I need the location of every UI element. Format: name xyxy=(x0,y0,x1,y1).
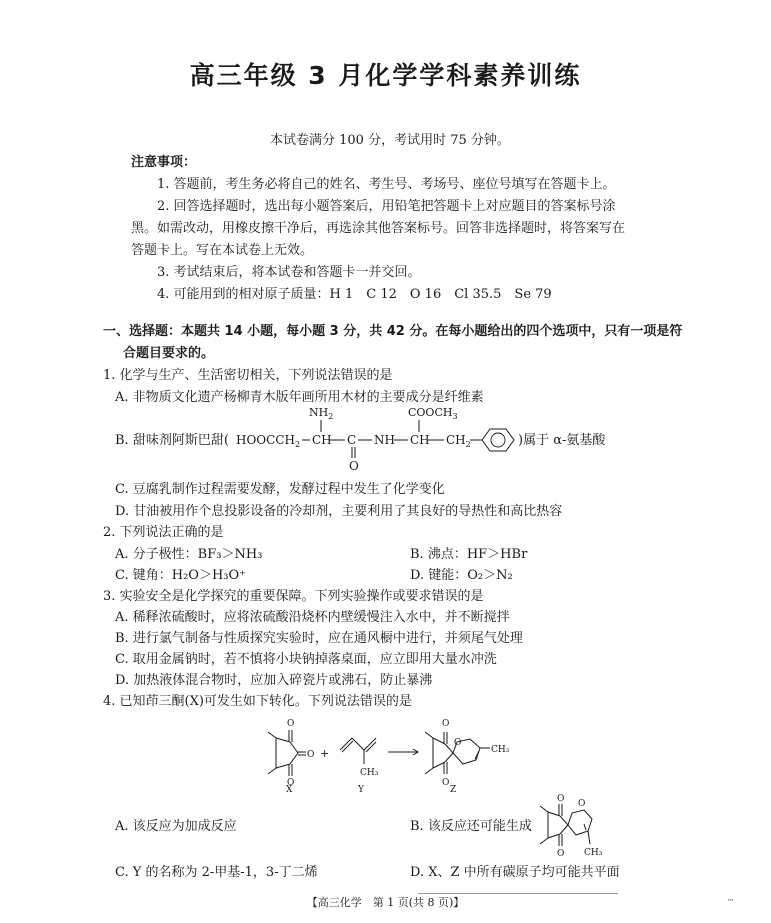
aspartame-carbonyl-o: O xyxy=(349,459,359,473)
q3-option-c: C. 取用金属钠时，若不慎将小块钠掉落桌面，应立即用大量水冲洗 xyxy=(115,652,497,667)
page-title: 高三年级 3 月化学学科素养训练 xyxy=(189,61,582,90)
reaction-arrow xyxy=(388,749,418,755)
z-oxygen-top: O xyxy=(442,719,450,729)
section-1-heading-line-2: 合题目要求的。 xyxy=(123,346,215,361)
notice-item-2-line-2: 黑。如需改动，用橡皮擦干净后，再选涂其他答案标号。回答非选择题时，将答案写在 xyxy=(131,221,626,236)
corner-mark: ™ xyxy=(727,898,734,906)
aspartame-group-hooc: $HOOCCH_2$ xyxy=(236,433,301,449)
aspartame-nh2: $NH_2$ xyxy=(309,406,334,421)
label-x: X xyxy=(286,785,293,795)
q1-option-d: D. 甘油被用作个息投影设备的冷却剂，主要利用了其良好的导热性和高比热容 xyxy=(115,504,563,519)
q2-stem: 2. 下列说法正确的是 xyxy=(103,525,224,540)
label-z: Z xyxy=(450,785,457,795)
b-ring-oxygen: O xyxy=(578,799,586,809)
page-footer: 【高三化学 第 1 页(共 8 页)】 xyxy=(306,896,465,909)
aspartame-carbonyl-c: C xyxy=(347,433,357,447)
q2-option-d: D. 键能：O₂＞N₂ xyxy=(410,568,513,583)
notice-item-4: 4. 可能用到的相对原子质量：H 1 C 12 O 16 Cl 35.5 Se 79 xyxy=(157,287,552,302)
q3-option-b: B. 进行氯气制备与性质探究实验时，应在通风橱中进行，并须尾气处理 xyxy=(115,631,523,646)
q2-option-a: A. 分子极性：BF₃＞NH₃ xyxy=(115,547,263,562)
b-oxygen-bottom: O xyxy=(557,849,565,859)
aspartame-ch-ester: CH xyxy=(410,433,430,447)
q3-stem: 3. 实验安全是化学探究的重要保障。下列实验操作或要求错误的是 xyxy=(103,589,484,604)
q2-option-c: C. 键角：H₂O＞H₃O⁺ xyxy=(115,568,247,583)
z-oxygen-bottom: O xyxy=(442,778,450,788)
aspartame-nh: NH xyxy=(374,433,395,447)
q3-option-a: A. 稀释浓硫酸时，应将浓硫酸沿烧杯内壁缓慢注入水中，并不断搅拌 xyxy=(115,610,510,625)
x-oxygen-top: O xyxy=(287,719,295,729)
q4-stem: 4. 已知茚三酮(X)可发生如下转化。下列说法错误的是 xyxy=(103,694,412,709)
exam-info: 本试卷满分 100 分，考试用时 75 分钟。 xyxy=(270,133,510,148)
notice-item-2-line-3: 答题卡上。写在本试卷上无效。 xyxy=(131,243,314,258)
notice-heading: 注意事项： xyxy=(131,155,197,170)
q1-option-b-prefix: B. 甜味剂阿斯巴甜( xyxy=(115,433,229,448)
q3-option-d: D. 加热液体混合物时，应加入碎瓷片或沸石，防止暴沸 xyxy=(115,673,433,688)
label-y: Y xyxy=(358,785,364,795)
notice-item-2-line-1: 2. 回答选择题时，选出每小题答案后，用铅笔把答题卡上对应题目的答案标号涂 xyxy=(157,199,616,214)
aspartame-cooch3: $COOCH_3$ xyxy=(408,406,458,421)
aspartame-ch2: $CH_2$ xyxy=(446,433,471,449)
q4-option-d: D. X、Z 中所有碳原子均可能共平面 xyxy=(410,865,620,880)
section-1-heading-line-1: 一、选择题：本题共 14 小题，每小题 3 分，共 42 分。在每小题给出的四个选项中，只有一项是符 xyxy=(103,324,683,339)
notice-item-1: 1. 答题前，考生务必将自己的姓名、考生号、考场号、座位号填写在答题卡上。 xyxy=(157,177,616,192)
q4-option-a: A. 该反应为加成反应 xyxy=(115,819,237,834)
q4-option-b-structure xyxy=(534,792,624,862)
notice-item-3: 3. 考试结束后，将本试卷和答题卡一并交回。 xyxy=(157,265,421,280)
aspartame-ch: CH xyxy=(312,433,332,447)
q4-option-b: B. 该反应还可能生成 xyxy=(410,819,532,834)
x-oxygen-middle: O xyxy=(307,750,315,760)
q2-option-b: B. 沸点：HF＞HBr xyxy=(410,547,528,562)
q1-option-b-suffix: )属于 α-氨基酸 xyxy=(518,433,606,448)
q1-stem: 1. 化学与生产、生活密切相关，下列说法错误的是 xyxy=(103,368,393,383)
q4-option-c: C. Y 的名称为 2-甲基-1，3-丁二烯 xyxy=(115,865,318,880)
compound-y-structure xyxy=(340,738,376,764)
reaction-scheme xyxy=(260,712,520,794)
q1-option-c: C. 豆腐乳制作过程需要发酵，发酵过程中发生了化学变化 xyxy=(115,482,445,497)
y-methyl: CH₃ xyxy=(360,768,379,778)
b-oxygen-top: O xyxy=(557,794,565,804)
benzene-ring xyxy=(482,429,514,451)
reaction-plus: + xyxy=(320,747,330,760)
compound-x-structure xyxy=(268,730,306,776)
x-oxygen-bottom: O xyxy=(287,778,295,788)
z-methyl: CH₃ xyxy=(491,745,510,755)
q1-option-a: A. 非物质文化遗产杨柳青木版年画所用木材的主要成分是纤维素 xyxy=(115,390,484,405)
b-methyl: CH₃ xyxy=(584,848,603,858)
aspartame-structure xyxy=(230,400,530,474)
z-ring-oxygen: O xyxy=(454,738,462,748)
